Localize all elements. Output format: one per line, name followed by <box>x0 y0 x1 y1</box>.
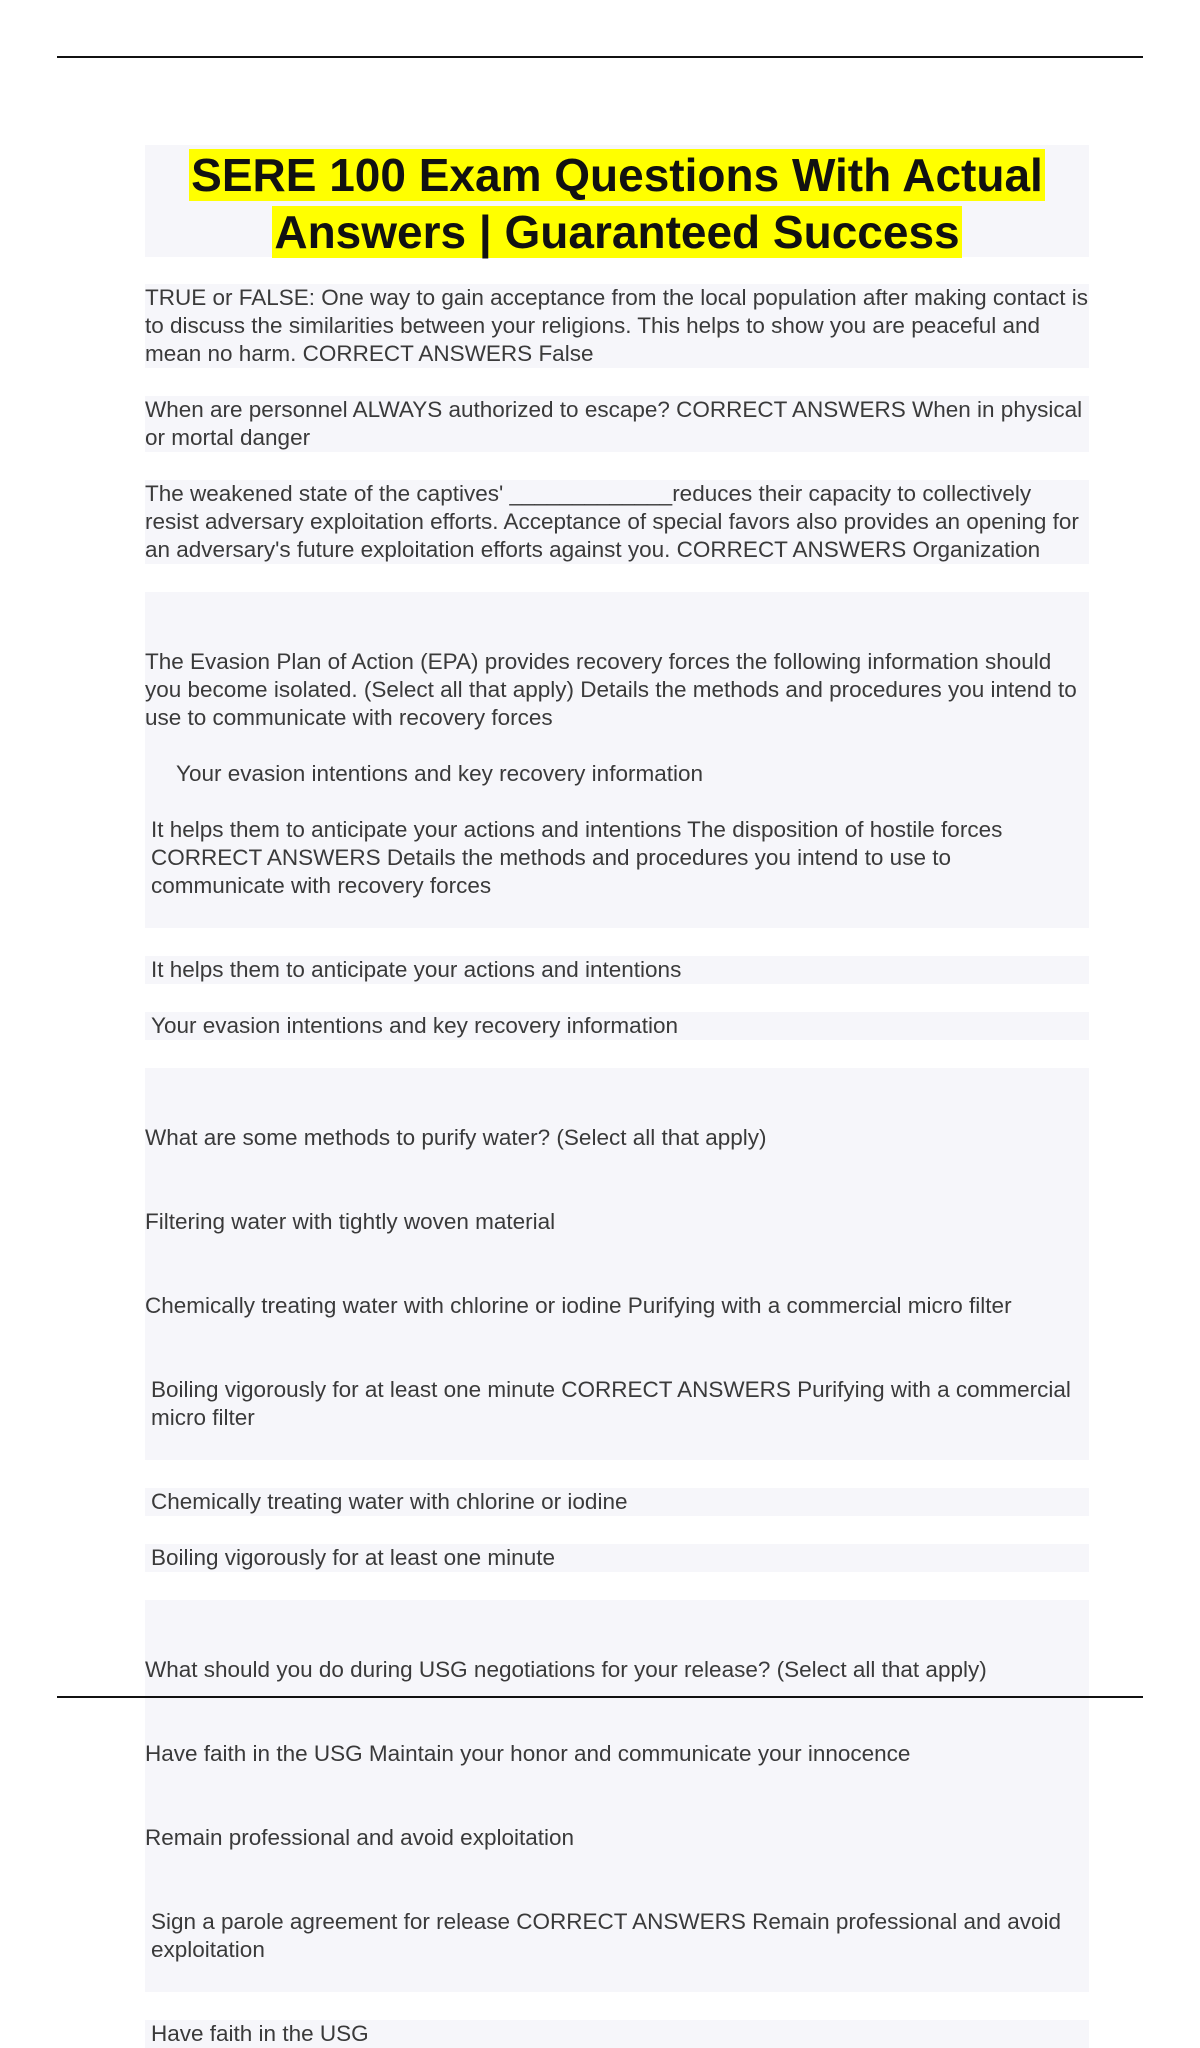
answer-option: It helps them to anticipate your actions and intentions The disposition of hostile forces CORRECT ANSWERS Details the methods and procedures you intend to use to communicate with recovery forces <box>151 817 1009 898</box>
answer-text: Boiling vigorously for at least one minute <box>151 1545 555 1570</box>
answer-option: Sign a parole agreement for release CORRECT ANSWERS Remain professional and avoid exploitation <box>151 1909 1068 1962</box>
extra-answer <box>145 2020 1089 2048</box>
answer-option: Filtering water with tightly woven material <box>145 1209 556 1234</box>
extra-answer <box>145 1544 1089 1572</box>
question-escape-authorization: When are personnel ALWAYS authorized to escape? CORRECT ANSWERS When in physical or mortal danger <box>145 397 1089 450</box>
top-rule <box>57 56 1143 58</box>
question-true-false-religion: TRUE or FALSE: One way to gain acceptance from the local population after making contact is to discuss the similarities between your religions. This helps to show you are peaceful and mean no harm. CORRECT ANSWERS False <box>145 285 1095 366</box>
answer-text: Have faith in the USG <box>151 2021 369 2046</box>
answer-option: Your evasion intentions and key recovery information <box>176 761 703 786</box>
question-purify-water <box>145 1068 1089 1460</box>
answer-option: Remain professional and avoid exploitation <box>145 1825 575 1850</box>
extra-answer <box>145 1488 1089 1516</box>
document-title <box>145 145 1089 261</box>
answer-option: Have faith in the USG Maintain your honor and communicate your innocence <box>145 1741 911 1766</box>
extra-answer <box>145 1012 1089 1040</box>
document-body <box>145 284 1095 2048</box>
answer-text: It helps them to anticipate your actions and intentions <box>151 957 682 982</box>
question-usg-negotiations <box>145 1600 1089 1992</box>
question-text: What should you do during USG negotiations for your release? (Select all that apply) <box>145 1657 987 1682</box>
bottom-rule <box>57 1696 1143 1698</box>
question-text: The Evasion Plan of Action (EPA) provides recovery forces the following information should you become isolated. (Select all that apply) Details the methods and procedures you intend to use to communicate with recovery forces <box>145 649 1084 730</box>
title-line-1: SERE 100 Exam Questions With Actual <box>191 149 1043 201</box>
question-text: What are some methods to purify water? (Select all that apply) <box>145 1125 767 1150</box>
extra-answer <box>145 956 1089 984</box>
title-line-2: Answers | Guaranteed Success <box>274 206 960 258</box>
question-captives-weakened-state: The weakened state of the captives' _____________reduces their capacity to collectively resist adversary exploitation efforts. Acceptance of special favors also provides an opening for an adversary's future exploitation efforts against you. CORRECT ANSWERS Organization <box>145 480 1089 564</box>
title-box <box>145 145 1089 257</box>
answer-text: Your evasion intentions and key recovery information <box>151 1013 678 1038</box>
answer-option: Chemically treating water with chlorine or iodine Purifying with a commercial micro filter <box>145 1293 1012 1318</box>
question-evasion-plan <box>145 592 1089 928</box>
answer-text: Chemically treating water with chlorine or iodine <box>151 1489 628 1514</box>
answer-option: Boiling vigorously for at least one minute CORRECT ANSWERS Purifying with a commercial micro filter <box>151 1377 1078 1430</box>
